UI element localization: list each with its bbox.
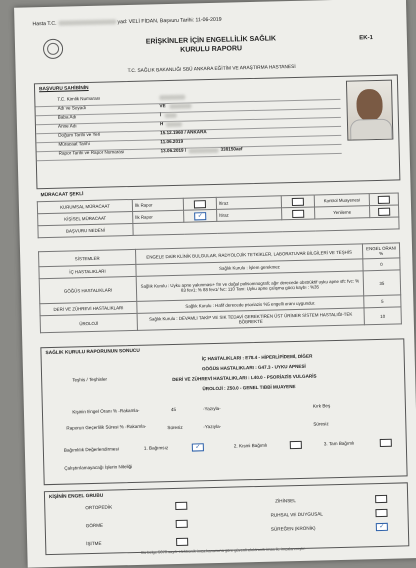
applicant-row: Adı ve Soyadı VE bbox=[35, 99, 340, 117]
kisisel-yenileme-checkbox[interactable] bbox=[378, 207, 390, 215]
applicant-photo bbox=[346, 80, 393, 141]
dep-partial-checkbox[interactable] bbox=[290, 441, 302, 449]
dep-full-checkbox[interactable] bbox=[380, 439, 392, 447]
applicant-row: Müracaat Tarihi 11.06.2019 bbox=[36, 135, 341, 153]
kurumsal-kontrol-checkbox[interactable] bbox=[378, 195, 390, 203]
form-title-line2: KURULU RAPORU bbox=[180, 45, 243, 54]
rate-label: Kişinin Engel Oranı % -Rakamla- bbox=[72, 407, 140, 415]
redacted-father bbox=[165, 113, 177, 118]
report-page bbox=[14, 0, 416, 568]
hospital-name: T.C. SAĞLIK BAKANLIĞI SBÜ ANKARA EĞİTİM VE ARAŞTIRMA HASTANESİ bbox=[127, 64, 296, 75]
ruhsal-checkbox[interactable] bbox=[375, 509, 387, 517]
dependency-label: Bağımlılık Değerlendirmesi bbox=[63, 446, 119, 453]
diagnosis-3: DERİ VE ZÜHREVİ HASTALIKLARI : L40.0 - PSORİAZİS VULGARİS bbox=[172, 373, 317, 383]
result-section-title: SAĞLIK KURULU RAPORUNUN SONUCU bbox=[45, 348, 140, 357]
application-section-title: MÜRACAAT ŞEKLİ bbox=[40, 192, 84, 199]
work-label: Çalıştırılamayacağı İşlerin Niteliği bbox=[64, 464, 133, 471]
redacted-report-no bbox=[189, 148, 219, 154]
col-rate: ENGEL ORANI % bbox=[362, 243, 399, 259]
applicant-row: Baba Adı İ bbox=[36, 108, 341, 126]
table-row: GÖĞÜS HASTALIKLARI Sağlık Kurulu : Uyku apne yakınması+ fm ve doğal polisomnografi; ağır derecede obstrüktif uyku apne sft: fvc: % 83 fev1: % 88 fev1/ fvc: 110 Tanı: Uyku apne çalışma gücü kaybı : %35 35 bbox=[39, 270, 401, 304]
form-code: EK-1 bbox=[359, 35, 373, 42]
redacted-tc bbox=[159, 95, 185, 101]
result-section: SAĞLIK KURULU RAPORUNUN SONUCU Teşhis / Teşhisler İÇ HASTALIKLARI : E78.4 - HİPERLİPİDEMİ, DİĞER GÖĞÜS HASTALIKLARI : G47.3 - UYKU APNESİ DERİ VE ZÜHREVİ HASTALIKLARI : L40.0 - PSORİAZİS VULGARİS ÜROLOJİ : Z50.0 - GENEL TIBBİ MUAYENE Kişinin Engel Oranı % -Rakamla- 45 -Yazıyla- Kırk Beş Raporun Geçerlilik Süresi % -Rakamla- Süresiz -Yazıyla- Süresiz Bağımlılık Değerlendirmesi 1. Bağımsız ✓ 2. Kısmi Bağımlı 3. Tam Bağımlı Çalıştırılamayacağı İşlerin Niteliği bbox=[40, 338, 407, 485]
kurumsal-itiraz-checkbox[interactable] bbox=[292, 197, 304, 205]
disability-group-title: KİŞİNİN ENGEL GRUBU bbox=[48, 493, 104, 501]
applicant-row: Rapor Tarihi ve Rapor Numarası 13.06.2019 / 338150aef bbox=[37, 144, 342, 162]
rate-text: Kırk Beş bbox=[312, 403, 331, 409]
applicant-row: Anne Adı H bbox=[36, 117, 341, 135]
applicant-section-title: BAŞVURU SAHİBİNİN bbox=[39, 85, 89, 93]
table-row: DERİ VE ZÜHREVİ HASTALIKLARI Sağlık Kurulu : Hafif derecede psoriazis %5 engelli oranı uygundur. 5 bbox=[40, 295, 401, 316]
ortopedik-checkbox[interactable] bbox=[175, 502, 187, 510]
rate-value: 45 bbox=[170, 406, 177, 413]
dep-independent-checkbox[interactable] bbox=[192, 443, 204, 451]
diseases-table bbox=[38, 242, 402, 333]
footer-note: Bu belge 5070 sayılı elektronik imza kanununa göre güvenli elektronik imza ile imzalanmıştır. bbox=[141, 545, 306, 555]
validity-label: Raporun Geçerlilik Süresi % -Rakamla- bbox=[66, 423, 147, 431]
kisisel-itiraz-checkbox[interactable] bbox=[292, 209, 304, 217]
zihinsel-checkbox[interactable] bbox=[375, 495, 387, 503]
kisisel-ilk-checkbox[interactable] bbox=[194, 212, 206, 220]
table-row: İÇ HASTALIKLARI Sağlık Kurulu : İşlem gerekmez 0 bbox=[39, 258, 400, 279]
disability-group-section: KİŞİNİN ENGEL GRUBU ORTOPEDİK ZİHİNSEL RUHSAL VE DUYGUSAL GÖRME SÜREĞEN (KRONİK) ✓ İŞİTME bbox=[44, 482, 409, 555]
redacted-mother bbox=[166, 122, 182, 127]
form-title-line1: ERİŞKİNLER İÇİN ENGELLİLİK SAĞLIK bbox=[145, 35, 277, 46]
patient-header: Hasta T.C. yad: VELİ FİDAN, Başvuru Tarihi: 11-06-2019 bbox=[32, 16, 222, 28]
applicant-row: Doğum Tarihi ve Yeri 15.12.1960 / ANKARA bbox=[36, 126, 341, 144]
application-table: KURUMSAL MÜRACAAT İlk Rapor İtiraz Kontrol Muayenesi KİŞİSEL MÜRACAAT İlk Rapor ✓ İtiraz Yenileme BAŞVURU NEDENİ bbox=[37, 192, 400, 238]
col-findings: ENGELE DAİR KLİNİK BULGULAR, RADYOLOJİK TETKİKLER, LABORATUVAR BİLGİLERİ VE TEŞHİS bbox=[135, 244, 362, 265]
gorme-checkbox[interactable] bbox=[176, 520, 188, 528]
diagnosis-1: İÇ HASTALIKLARI : E78.4 - HİPERLİPİDEMİ, DİĞER bbox=[201, 353, 313, 362]
applicant-row: T.C. Kimlik Numarası bbox=[35, 90, 340, 108]
redacted-name bbox=[169, 103, 191, 109]
surekli-checkbox[interactable] bbox=[376, 523, 388, 531]
table-row: ÜROLOJİ Sağlık Kurulu : DEVAMLI TAKİP VE SIK TEDAVİ GEREKTİREN ÜST ÜRİNER SİSTEM HASTALIĞI-TEK BÖBREKTE 10 bbox=[40, 307, 401, 333]
isitme-checkbox[interactable] bbox=[176, 538, 188, 546]
validity-value: Süresiz bbox=[167, 424, 183, 431]
validity-text: Süresiz bbox=[313, 421, 329, 427]
redacted-id bbox=[58, 19, 116, 25]
diagnosis-4: ÜROLOJİ : Z50.0 - GENEL TIBBİ MUAYENE bbox=[202, 384, 296, 392]
diagnosis-label: Teşhis / Teşhisler bbox=[72, 376, 108, 383]
col-systems: SİSTEMLER bbox=[39, 249, 136, 266]
diagnosis-2: GÖĞÜS HASTALIKLARI : G47.3 - UYKU APNESİ bbox=[201, 363, 306, 372]
kurumsal-ilk-checkbox[interactable] bbox=[194, 200, 206, 208]
